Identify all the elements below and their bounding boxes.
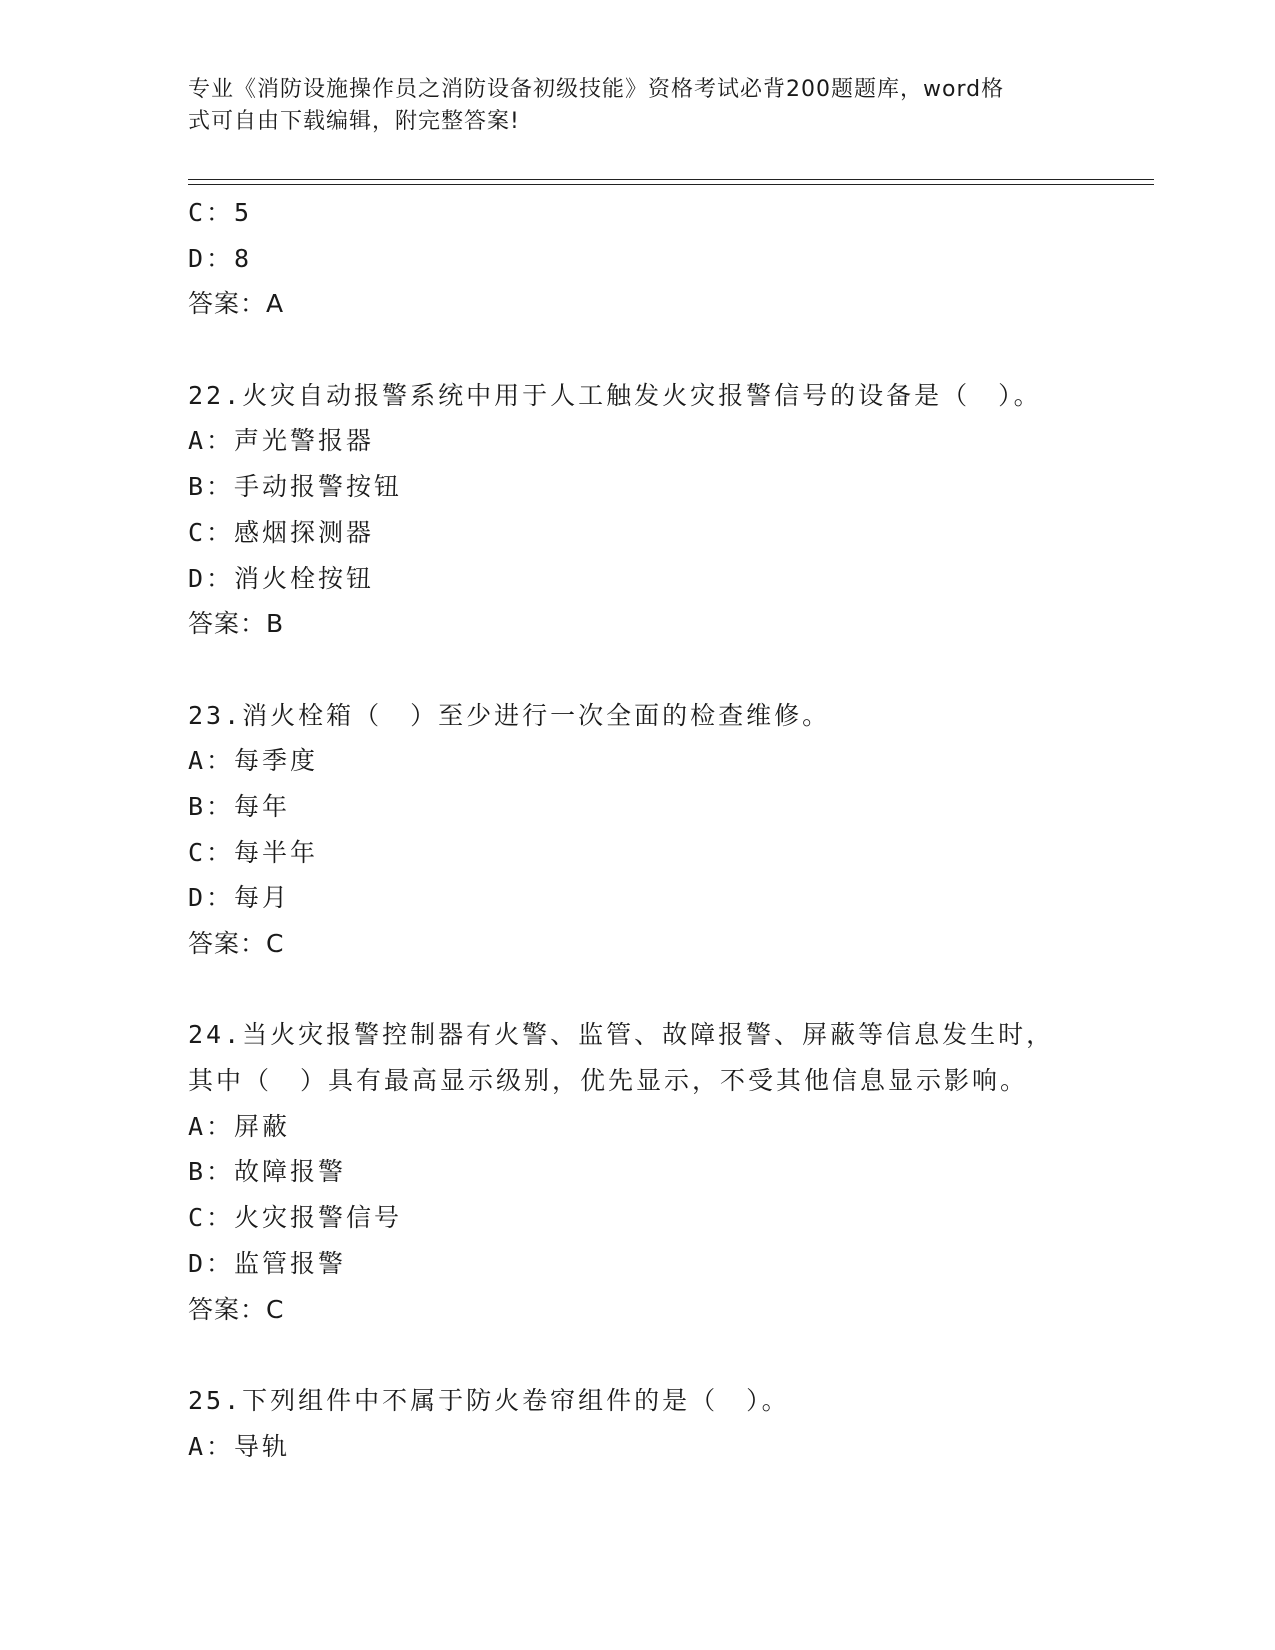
question-stem-line-2: 其中（ ）具有最高显示级别，优先显示，不受其他信息显示影响。 [188, 1066, 1029, 1096]
question-stem: 23.消火栓箱（ ）至少进行一次全面的检查维修。 [188, 700, 831, 730]
option-b: B：手动报警按钮 [188, 472, 403, 502]
option-b: B：故障报警 [188, 1157, 347, 1187]
answer: 答案：C [188, 1294, 285, 1324]
document-header [188, 74, 1068, 138]
spacer [188, 647, 1148, 693]
option-a: A：屏蔽 [188, 1111, 291, 1141]
option-c: C：火灾报警信号 [188, 1203, 403, 1233]
option-b: B：每年 [188, 791, 291, 821]
option-d: D：每月 [188, 883, 291, 913]
question-25 [188, 1378, 1148, 1469]
option-a: A：导轨 [188, 1431, 291, 1461]
option-c: C：5 [188, 198, 253, 227]
previous-question-tail [188, 190, 1148, 327]
option-a: A：声光警报器 [188, 426, 375, 456]
option-c: C：感烟探测器 [188, 517, 375, 547]
answer: 答案：B [188, 609, 285, 639]
option-d: D：8 [188, 243, 253, 273]
question-23 [188, 693, 1148, 967]
question-24 [188, 1012, 1148, 1332]
question-stem-line-1: 24.当火灾报警控制器有火警、监管、故障报警、屏蔽等信息发生时， [188, 1020, 1055, 1050]
spacer [188, 1332, 1148, 1378]
answer: 答案：C [188, 929, 285, 958]
answer: 答案：A [188, 289, 285, 319]
question-stem: 25.下列组件中不属于防火卷帘组件的是（ ）。 [188, 1385, 790, 1415]
question-list [188, 190, 1148, 1469]
spacer [188, 327, 1148, 373]
option-a: A：每季度 [188, 746, 319, 776]
question-22 [188, 373, 1148, 647]
option-d: D：监管报警 [188, 1248, 347, 1278]
header-divider-bottom [188, 184, 1154, 185]
spacer [188, 967, 1148, 1013]
option-d: D：消火栓按钮 [188, 563, 375, 593]
option-c: C：每半年 [188, 837, 319, 867]
header-line-1: 专业《消防设施操作员之消防设备初级技能》资格考试必背200题题库，word格 [188, 77, 1005, 102]
header-divider-top [188, 179, 1154, 180]
question-stem: 22.火灾自动报警系统中用于人工触发火灾报警信号的设备是（ ）。 [188, 380, 1042, 410]
header-line-2: 式可自由下载编辑，附完整答案! [188, 109, 520, 134]
